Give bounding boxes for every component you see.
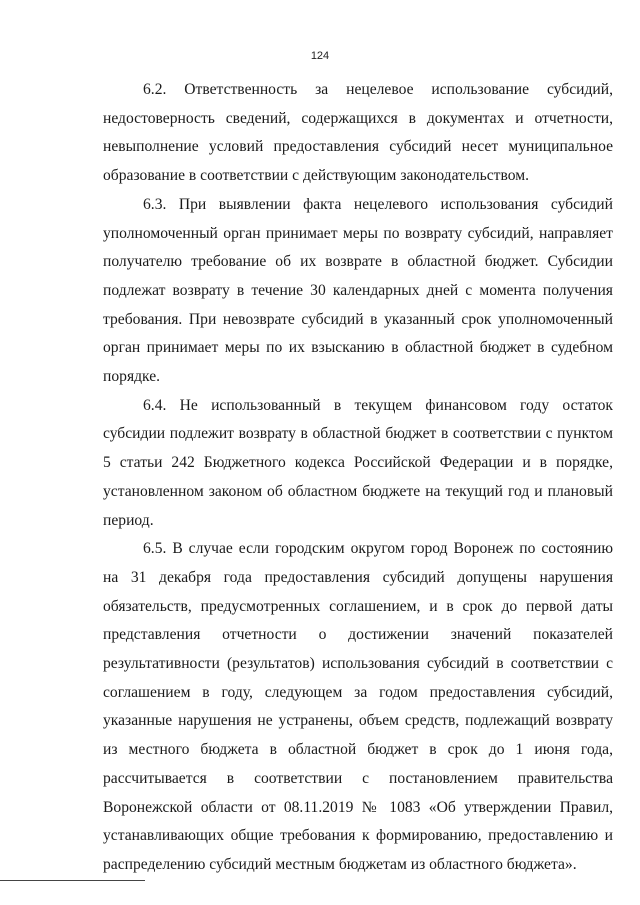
paragraph-6-3: 6.3. При выявлении факта нецелевого использования субсидий уполномоченный орган принимает меры по возврату субсидий, направляет получателю требование об их возврате в областной бюджет. Субсидии подлежат возврату в течение 30 календарных дней с момента получения требования. При невозврате субсидий в указанный срок уполномоченный орган принимает меры по их взысканию в областной бюджет в судебном порядке. [103, 195, 613, 386]
paragraph-6-2: 6.2. Ответственность за нецелевое использование субсидий, недостоверность сведений, содержащихся в документах и отчетности, невыполнение условий предоставления субсидий несет муниципальное образование в соответствии с действующим законодательством. [103, 81, 613, 185]
paragraph-6-4: 6.4. Не использованный в текущем финансовом году остаток субсидии подлежит возврату в областной бюджет в соответствии с пунктом 5 статьи 242 Бюджетного кодекса Российской Федерации и в порядке, установленном законом об областном бюджете на текущий год и плановый период. [103, 396, 613, 529]
paragraph-6-5: 6.5. В случае если городским округом город Воронеж по состоянию на 31 декабря года предоставления субсидий допущены нарушения обязательств, предусмотренных соглашением, и в срок до первой даты представления отчетности о достижении значений показателей результативности (результатов) использования субсидий в соответствии с соглашением в году, следующем за годом предоставления субсидий, указанные нарушения не устранены, объем средств, подлежащий возврату из местного бюджета в областной бюджет в срок до 1 июня года, рассчитывается в соответствии с постановлением правительства Воронежской области от 08.11.2019 № 1083 «Об утверждении Правил, устанавливающих общие требования к формированию, предоставлению и распределению субсидий местным бюджетам из областного бюджета». [103, 540, 613, 873]
document-body [103, 76, 613, 880]
footer-divider [0, 880, 145, 881]
page-number: 124 [310, 50, 330, 62]
